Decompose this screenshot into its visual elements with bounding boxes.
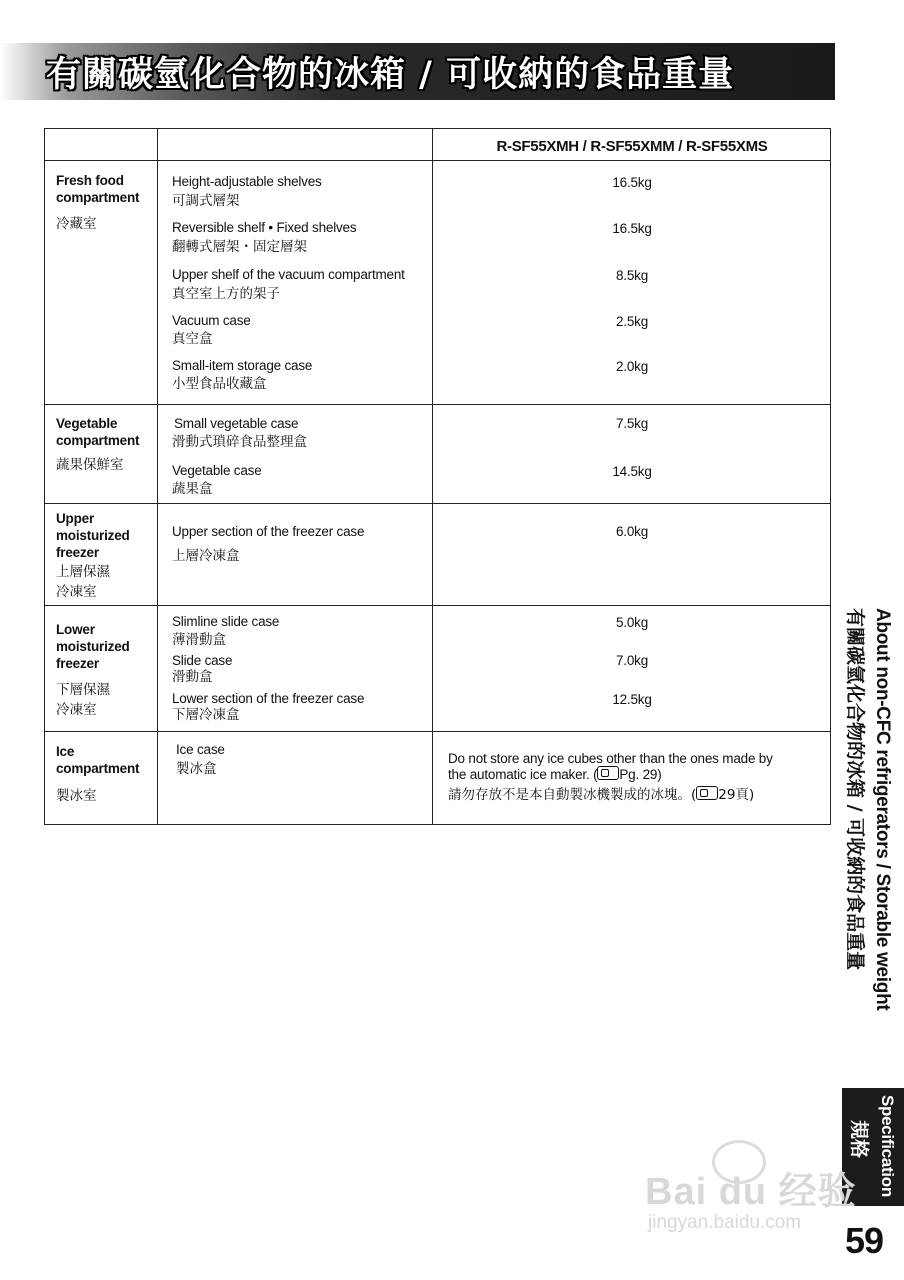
item-name-en: Vegetable case	[172, 463, 262, 478]
compartment-name-line: Lower	[56, 622, 95, 637]
compartment-name-en	[56, 415, 139, 449]
item-name-zh: 下層冷凍盒	[172, 707, 240, 723]
item-name-zh: 蔬果盒	[172, 481, 213, 497]
page-number: 59	[845, 1220, 884, 1261]
item-name-zh: 真空室上方的架子	[172, 286, 280, 302]
compartment-name-line: compartment	[56, 190, 140, 205]
compartment-name-line: Vegetable	[56, 416, 118, 431]
item-name-en: Upper shelf of the vacuum compartment	[172, 267, 405, 282]
pointing-hand-icon	[696, 786, 718, 800]
row-divider	[44, 731, 831, 732]
section-tab-label-zh: 規格	[848, 1120, 870, 1159]
item-weight: 8.5kg	[615, 268, 649, 283]
item-name-en: Ice case	[176, 742, 225, 757]
item-weight: 12.5kg	[612, 692, 652, 707]
compartment-name-line: compartment	[56, 761, 140, 776]
item-name-en: Small-item storage case	[172, 358, 313, 373]
ice-note-text: the automatic ice maker. (	[448, 767, 598, 782]
item-name-zh: 滑動式瑣碎食品整理盒	[172, 434, 307, 450]
item-name-zh: 薄滑動盒	[172, 632, 226, 648]
item-name-en: Slide case	[172, 653, 233, 668]
item-weight: 14.5kg	[612, 464, 652, 479]
compartment-name-zh: 蔬果保鮮室	[56, 457, 124, 473]
compartment-name-zh: 製冰室	[56, 788, 97, 804]
item-weight: 6.0kg	[615, 524, 649, 539]
compartment-name-zh	[56, 562, 110, 602]
item-weight: 16.5kg	[612, 175, 652, 190]
compartment-name-en	[56, 621, 130, 672]
compartment-name-line: 冷凍室	[56, 584, 97, 600]
compartment-name-line: 下層保濕	[56, 682, 110, 698]
item-name-zh: 製冰盒	[176, 761, 217, 777]
side-title-zh: 有關碳氫化合物的冰箱 / 可收納的食品重量	[844, 608, 866, 971]
ice-note-line: Do not store any ice cubes other than the ones made by	[448, 751, 773, 766]
item-name-en: Height-adjustable shelves	[172, 174, 322, 189]
item-name-en: Small vegetable case	[174, 416, 299, 431]
compartment-name-line: moisturized	[56, 639, 130, 654]
compartment-name-en	[56, 510, 130, 561]
row-divider	[44, 503, 831, 504]
compartment-name-zh: 冷藏室	[56, 216, 97, 232]
compartment-name-line: 冷凍室	[56, 702, 97, 718]
column-divider	[157, 128, 158, 825]
compartment-name-line: Ice	[56, 744, 75, 759]
item-weight: 2.0kg	[615, 359, 649, 374]
row-divider	[44, 605, 831, 606]
row-divider	[44, 404, 831, 405]
ice-note-line	[448, 766, 818, 782]
ice-note-text: 請勿存放不是本自動製冰機製成的冰塊。(	[448, 787, 697, 803]
page-reference: 29頁)	[718, 787, 755, 803]
item-name-en: Upper section of the freezer case	[172, 524, 365, 539]
item-name-en: Slimline slide case	[172, 614, 280, 629]
item-name-en: Lower section of the freezer case	[172, 691, 365, 706]
ice-note-en	[448, 751, 818, 782]
compartment-name-en	[56, 743, 139, 777]
compartment-name-en	[56, 172, 139, 206]
item-name-en: Reversible shelf • Fixed shelves	[172, 220, 357, 235]
compartment-name-line: Upper	[56, 511, 95, 526]
item-weight: 7.0kg	[615, 653, 649, 668]
page-title: 有關碳氫化合物的冰箱 / 可收納的食品重量	[46, 55, 735, 95]
item-weight: 2.5kg	[615, 314, 649, 329]
watermark-brand: Bai du 经验	[645, 1171, 857, 1213]
row-divider	[44, 160, 831, 161]
item-weight: 16.5kg	[612, 221, 652, 236]
compartment-name-zh	[56, 680, 110, 720]
item-name-zh: 翻轉式層架・固定層架	[172, 239, 307, 255]
item-name-zh: 可調式層架	[172, 193, 240, 209]
compartment-name-line: freezer	[56, 545, 99, 560]
item-name-zh: 真空盒	[172, 331, 213, 347]
item-weight: 7.5kg	[615, 416, 649, 431]
pointing-hand-icon	[597, 766, 619, 780]
compartment-name-line: freezer	[56, 656, 99, 671]
compartment-name-line: 上層保濕	[56, 564, 110, 580]
section-tab-label-en: Specification	[878, 1095, 897, 1197]
item-weight: 5.0kg	[615, 615, 649, 630]
page-reference: Pg. 29)	[619, 767, 662, 782]
side-title-en: About non-CFC refrigerators / Storable weight	[872, 608, 893, 1011]
compartment-name-line: moisturized	[56, 528, 130, 543]
compartment-name-line: Fresh food	[56, 173, 124, 188]
item-name-zh: 滑動盒	[172, 669, 213, 685]
model-header: R-SF55XMH / R-SF55XMM / R-SF55XMS	[496, 138, 768, 155]
ice-note-zh	[448, 786, 828, 803]
item-name-zh: 小型食品收藏盒	[172, 376, 267, 392]
compartment-name-line: compartment	[56, 433, 140, 448]
item-name-zh: 上層冷凍盒	[172, 548, 240, 564]
watermark-url: jingyan.baidu.com	[648, 1212, 802, 1233]
item-name-en: Vacuum case	[172, 313, 251, 328]
